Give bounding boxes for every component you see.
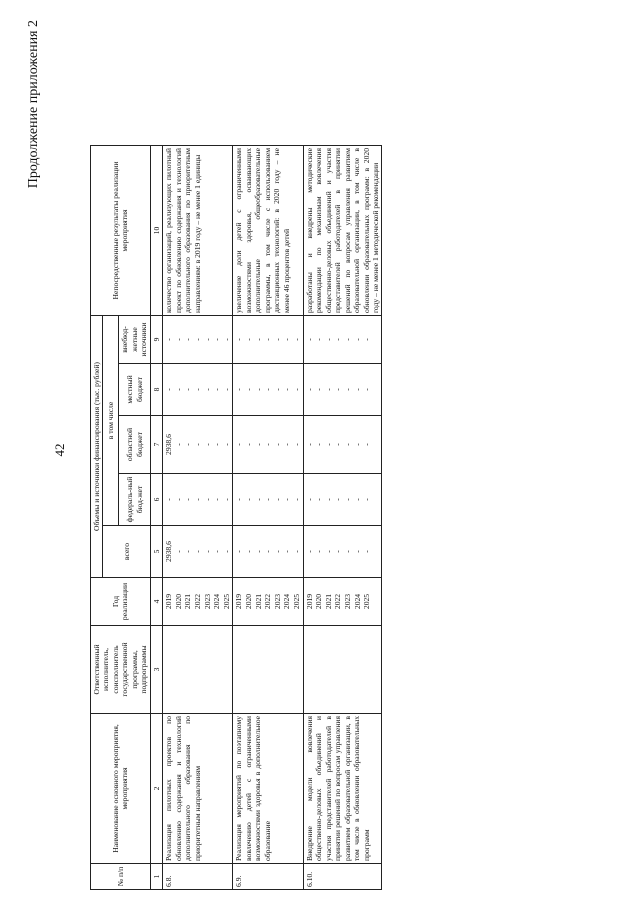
federal-list-value: -: [292, 498, 301, 501]
federal-list-value: -: [193, 498, 203, 501]
extra-list-value: -: [304, 338, 314, 341]
local-list-value: -: [253, 388, 263, 391]
federal-list-value: -: [173, 498, 183, 501]
extra-list: [163, 316, 233, 364]
extra-list-value: -: [323, 338, 333, 341]
executor: [303, 626, 382, 714]
local-list-value: -: [333, 388, 343, 391]
regional-list-value: -: [362, 443, 372, 446]
local-list-value: -: [352, 388, 362, 391]
extra-list-value: -: [352, 338, 362, 341]
regional-list-value: -: [282, 443, 292, 446]
year-list-value: 2025: [221, 593, 231, 610]
total-list-value: -: [314, 550, 324, 553]
header-local: местный бюджет: [119, 364, 150, 416]
federal-list-value: -: [212, 498, 222, 501]
header-funding: Объемы и источники финансирования (тыс. рублей): [91, 316, 103, 578]
extra-list-value: -: [212, 338, 222, 341]
column-number: 7: [150, 416, 162, 474]
header-incl: в том числе: [103, 316, 119, 526]
appendix-label: Продолжение приложения 2: [26, 20, 41, 189]
column-number: 2: [150, 714, 162, 864]
row-number: 6.8.: [163, 864, 233, 890]
extra-list-value: -: [221, 338, 231, 341]
column-number: 6: [150, 474, 162, 526]
regional-list: [303, 416, 382, 474]
regional-list-value: -: [244, 443, 254, 446]
year-list-value: 2021: [323, 593, 333, 610]
local-list-value: -: [221, 388, 231, 391]
total-list: [233, 526, 303, 578]
total-list-value: -: [362, 550, 372, 553]
extra-list-value: -: [253, 338, 263, 341]
column-number: 8: [150, 364, 162, 416]
regional-list-value: -: [333, 443, 343, 446]
total-list-value: -: [263, 550, 273, 553]
column-number: 9: [150, 316, 162, 364]
federal-list: [163, 474, 233, 526]
regional-list: [233, 416, 303, 474]
federal-list-value: -: [183, 498, 193, 501]
year-list-value: 2020: [314, 593, 324, 610]
total-list-value: -: [304, 550, 314, 553]
extra-list-value: -: [292, 338, 301, 341]
result-text: увеличение доли детей с ограниченными возможностями здоровья, осваивающих дополнительные общеобразовательные программы, в том числе с использованием дистанционных технологий: в 2020 году – не менее 46 процентов детей: [233, 146, 303, 316]
regional-list-value: -: [272, 443, 282, 446]
year-list-value: 2021: [253, 593, 263, 610]
extra-list-value: -: [333, 338, 343, 341]
total-list-value: -: [244, 550, 254, 553]
year-list-value: 2024: [282, 593, 292, 610]
header-total: всего: [103, 526, 150, 578]
year-list: [303, 578, 382, 626]
total-list: [163, 526, 233, 578]
federal-list-value: -: [333, 498, 343, 501]
local-list-value: -: [183, 388, 193, 391]
year-list-value: 2021: [183, 593, 193, 610]
regional-list-value: -: [342, 443, 352, 446]
result-text: количество организаций, реализующих пилотный проект по обновлению содержания и технологий дополнительного образования по приоритетным направлениям: в 2019 году – не менее 1 единицы: [163, 146, 233, 316]
federal-list-value: -: [244, 498, 254, 501]
regional-list-value: -: [352, 443, 362, 446]
year-list: [233, 578, 303, 626]
federal-list-value: -: [304, 498, 314, 501]
year-list-value: 2024: [212, 593, 222, 610]
rotated-sheet: [26, 10, 610, 890]
local-list-value: -: [314, 388, 324, 391]
extra-list: [303, 316, 382, 364]
total-list-value: -: [282, 550, 292, 553]
header-name: Наименование основного мероприятия, мероприятия: [91, 714, 151, 864]
federal-list-value: -: [221, 498, 231, 501]
local-list-value: -: [304, 388, 314, 391]
local-list-value: -: [323, 388, 333, 391]
local-list-value: -: [272, 388, 282, 391]
total-list-value: -: [193, 550, 203, 553]
regional-list-value: -: [304, 443, 314, 446]
total-list-value: -: [202, 550, 212, 553]
federal-list-value: -: [253, 498, 263, 501]
federal-list-value: -: [234, 498, 244, 501]
federal-list-value: -: [342, 498, 352, 501]
year-list-value: 2020: [244, 593, 254, 610]
table-row: [303, 146, 382, 890]
column-number: 10: [150, 146, 162, 316]
extra-list-value: -: [193, 338, 203, 341]
table-row: [233, 146, 303, 890]
federal-list-value: -: [263, 498, 273, 501]
total-list-value: -: [342, 550, 352, 553]
year-list-value: 2023: [342, 593, 352, 610]
regional-list-value: -: [183, 443, 193, 446]
year-list-value: 2022: [193, 593, 203, 610]
federal-list-value: -: [272, 498, 282, 501]
measure-name: Реализация пилотных проектов по обновлению содержания и технологий дополнительного образования по приоритетным направлениям: [163, 714, 233, 864]
local-list: [303, 364, 382, 416]
local-list: [163, 364, 233, 416]
year-list: [163, 578, 233, 626]
federal-list-value: -: [323, 498, 333, 501]
total-list-value: -: [272, 550, 282, 553]
table-row: [163, 146, 233, 890]
regional-list-value: -: [212, 443, 222, 446]
header-extra: внебюд-жетные источники: [119, 316, 150, 364]
local-list-value: -: [164, 388, 174, 391]
regional-list-value: -: [173, 443, 183, 446]
total-list-value: -: [253, 550, 263, 553]
year-list-value: 2019: [234, 593, 244, 610]
year-list-value: 2019: [164, 593, 174, 610]
regional-list-value: -: [234, 443, 244, 446]
extra-list-value: -: [272, 338, 282, 341]
column-number-row: [150, 146, 162, 890]
year-list-value: 2024: [352, 593, 362, 610]
year-list-value: 2025: [362, 593, 372, 610]
federal-list-value: -: [282, 498, 292, 501]
extra-list-value: -: [314, 338, 324, 341]
extra-list-value: -: [244, 338, 254, 341]
federal-list-value: -: [202, 498, 212, 501]
total-list-value: -: [292, 550, 301, 553]
local-list-value: -: [263, 388, 273, 391]
local-list-value: -: [282, 388, 292, 391]
extra-list-value: -: [202, 338, 212, 341]
total-list-value: 2938,6: [164, 541, 174, 562]
total-list-value: -: [173, 550, 183, 553]
column-number: 1: [150, 864, 162, 890]
column-number: 5: [150, 526, 162, 578]
regional-list-value: -: [253, 443, 263, 446]
column-number: 3: [150, 626, 162, 714]
column-number: 4: [150, 578, 162, 626]
regional-list-value: -: [314, 443, 324, 446]
extra-list: [233, 316, 303, 364]
extra-list-value: -: [173, 338, 183, 341]
year-list-value: 2020: [173, 593, 183, 610]
row-number: 6.10.: [303, 864, 382, 890]
header-results: Непосредственные результаты реализации мероприятия: [91, 146, 151, 316]
federal-list-value: -: [164, 498, 174, 501]
total-list-value: -: [333, 550, 343, 553]
regional-list-value: -: [202, 443, 212, 446]
local-list-value: -: [173, 388, 183, 391]
federal-list-value: -: [362, 498, 372, 501]
local-list-value: -: [362, 388, 372, 391]
local-list-value: -: [244, 388, 254, 391]
total-list-value: -: [183, 550, 193, 553]
local-list-value: -: [234, 388, 244, 391]
year-list-value: 2025: [292, 593, 301, 610]
local-list-value: -: [202, 388, 212, 391]
extra-list-value: -: [183, 338, 193, 341]
regional-list-value: -: [292, 443, 301, 446]
executor: [233, 626, 303, 714]
executor: [163, 626, 233, 714]
extra-list-value: -: [362, 338, 372, 341]
federal-list: [233, 474, 303, 526]
regional-list-value: -: [323, 443, 333, 446]
extra-list-value: -: [282, 338, 292, 341]
total-list-value: -: [221, 550, 231, 553]
year-list-value: 2022: [263, 593, 273, 610]
row-number: 6.9.: [233, 864, 303, 890]
extra-list-value: -: [263, 338, 273, 341]
total-list-value: -: [212, 550, 222, 553]
year-list-value: 2019: [304, 593, 314, 610]
regional-list-value: -: [221, 443, 231, 446]
federal-list: [303, 474, 382, 526]
measure-name: Реализация мероприятий по поэтапному вовлечению детей с ограниченными возможностями здоровья в дополнительное образование: [233, 714, 303, 864]
header-federal: федераль-ный бюд-жет: [119, 474, 150, 526]
header-executor: Ответственный исполнитель, соисполнитель государственной программы, подпрограммы: [91, 626, 151, 714]
federal-list-value: -: [352, 498, 362, 501]
federal-list-value: -: [314, 498, 324, 501]
total-list-value: -: [352, 550, 362, 553]
total-list: [303, 526, 382, 578]
extra-list-value: -: [164, 338, 174, 341]
header-num: № п/п: [91, 864, 151, 890]
local-list-value: -: [292, 388, 301, 391]
local-list-value: -: [212, 388, 222, 391]
regional-list: [163, 416, 233, 474]
year-list-value: 2022: [333, 593, 343, 610]
extra-list-value: -: [234, 338, 244, 341]
page-number: 42: [52, 443, 67, 457]
regional-list-value: -: [193, 443, 203, 446]
local-list: [233, 364, 303, 416]
header-year: Год реализации: [91, 578, 151, 626]
year-list-value: 2023: [272, 593, 282, 610]
year-list-value: 2023: [202, 593, 212, 610]
local-list-value: -: [342, 388, 352, 391]
extra-list-value: -: [342, 338, 352, 341]
regional-list-value: 2938,6: [164, 434, 174, 455]
measure-name: Внедрение модели вовлечения общественно-деловых объединений и участия представителей работодателей в принятии решений по вопросам управления развитием образовательной организации, в том числе в обновлении образовательных программ: [303, 714, 382, 864]
regional-list-value: -: [263, 443, 273, 446]
local-list-value: -: [193, 388, 203, 391]
total-list-value: -: [234, 550, 244, 553]
total-list-value: -: [323, 550, 333, 553]
result-text: разработаны и внедрены методические рекомендации по механизмам вовлечения общественно-деловых объединений и участия представителей работодателей в принятии решений по вопросам управления развитием образовательной организации, в том числе в обновлении образовательных программ: в 2020 году – не менее 1 методической рекомендации: [303, 146, 382, 316]
header-regional: областной бюджет: [119, 416, 150, 474]
funding-table: [90, 145, 382, 890]
